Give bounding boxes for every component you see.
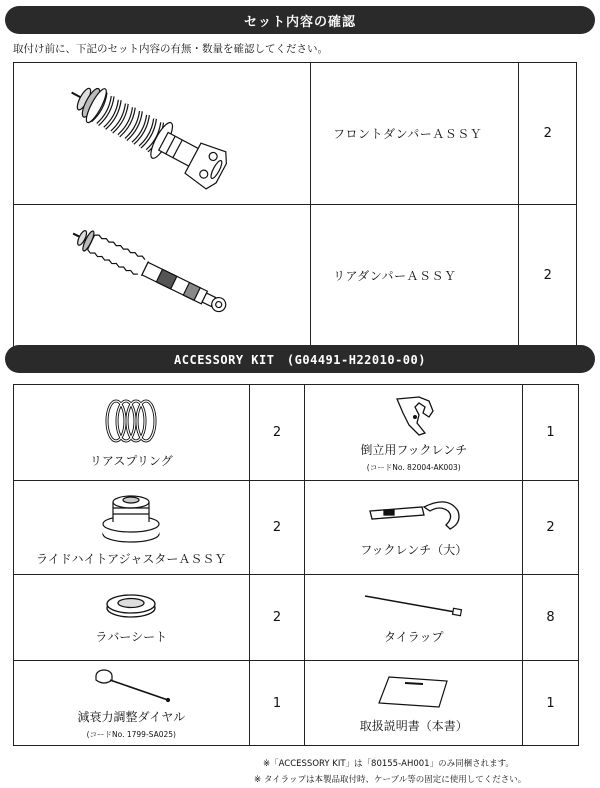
table-row [14,661,579,746]
accessory-item-qty: 2 [249,481,305,575]
front-damper-image-cell [14,63,311,205]
hook-wrench-large-icon [364,497,464,533]
table-row [14,63,577,205]
accessory-item-cell [305,481,523,575]
set-item-qty: 2 [519,63,577,205]
accessory-item-cell [14,481,250,575]
accessory-kit-banner [5,345,595,373]
set-contents-title: セット内容の確認 [243,14,356,30]
set-item-name: フロントダンパーＡＳＳＹ [311,63,519,205]
accessory-kit-table [13,384,579,746]
accessory-item-name: 減衰力調整ダイヤル [77,710,186,724]
accessory-item-name: 倒立用フックレンチ [360,442,468,457]
intro-text: 取付け前に、下記のセット内容の有無・数量を確認してください。 [13,43,328,55]
accessory-item-name: ライドハイトアジャスターＡＳＳＹ [36,552,227,566]
set-item-qty: 2 [519,205,577,347]
accessory-item-code: (コードNo. 82004-AK003) [366,462,461,472]
accessory-item-name: タイラップ [384,630,444,644]
accessory-item-cell [14,575,250,661]
manual-icon [369,673,459,709]
damping-dial-icon [88,666,174,704]
set-contents-table [13,62,577,347]
accessory-item-name: リアスプリング [89,454,173,468]
accessory-item-cell [14,385,250,481]
rear-damper-icon [14,205,310,342]
table-row [14,385,579,481]
rubber-seat-icon [103,590,159,620]
accessory-item-qty: 2 [249,385,305,481]
accessory-item-name: フックレンチ（大） [360,543,468,557]
accessory-item-cell [305,661,523,746]
set-item-name: リアダンパーＡＳＳＹ [311,205,519,347]
rear-damper-image-cell [14,205,311,347]
accessory-item-cell [305,385,523,481]
coil-spring-icon [96,396,166,446]
table-row [14,481,579,575]
note-accessory-kit: ※「ACCESSORY KIT」は「80155-AH001」のみ同梱されます。 [263,759,514,769]
accessory-item-qty: 8 [523,575,579,661]
accessory-item-qty: 2 [523,481,579,575]
accessory-item-name: 取扱説明書（本書） [359,718,468,733]
accessory-item-qty: 1 [523,661,579,746]
set-contents-banner [5,6,595,34]
table-row [14,205,577,347]
accessory-kit-title: ACCESSORY KIT (G04491-H22010-00) [174,352,426,367]
inverted-hook-wrench-icon [389,393,439,437]
accessory-item-cell [14,661,250,746]
accessory-item-qty: 1 [523,385,579,481]
table-row [14,575,579,661]
accessory-item-qty: 1 [249,661,305,746]
accessory-item-code: (コードNo. 1799-SA025) [86,730,176,739]
accessory-item-name: ラバーシート [95,630,168,644]
accessory-item-qty: 2 [249,575,305,661]
note-cable-tie: ※ タイラップは本製品取付時、ケーブル等の固定に使用してください。 [254,775,527,785]
ride-height-adjuster-icon [99,488,163,546]
accessory-item-cell [305,575,523,661]
front-damper-icon [14,63,310,200]
cable-tie-icon [359,590,469,620]
